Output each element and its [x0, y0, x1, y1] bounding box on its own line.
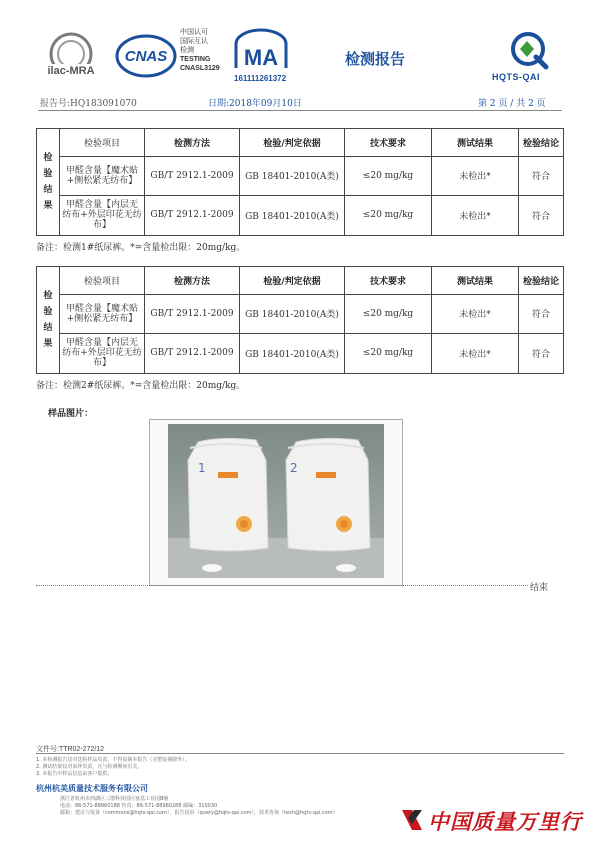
package-1-number: 1 [198, 461, 206, 475]
watermark-text: 中国质量万里行 [428, 810, 582, 834]
cell-requirement: ≤20 mg/kg [345, 333, 432, 373]
results-table-1 [36, 128, 564, 236]
page-indicator: 第 2 页 / 共 2 页 [478, 99, 546, 109]
col-header-result: 测试结果 [432, 129, 519, 157]
cnas-line: 检测 [180, 46, 194, 54]
col-header-method: 检测方法 [145, 129, 240, 157]
svg-text:ilac-MRA: ilac-MRA [47, 65, 95, 77]
svg-text:CNAS: CNAS [124, 48, 168, 65]
cell-conclusion: 符合 [519, 333, 564, 373]
cell-method: GB/T 2912.1-2009 [145, 333, 240, 373]
col-header-basis: 检验/判定依据 [240, 267, 345, 295]
cnas-line: 中国认可 [180, 28, 208, 36]
cnas-line: 国际互认 [180, 37, 208, 45]
cnas-line: TESTING [180, 56, 211, 63]
cell-basis: GB 18401-2010(A类) [240, 157, 345, 195]
col-header-conclusion: 检验结论 [519, 129, 564, 157]
cell-requirement: ≤20 mg/kg [345, 195, 432, 235]
table-2-note: 备注：检测2#纸尿裤。*=含量检出限：20mg/kg。 [36, 381, 246, 391]
cell-conclusion: 符合 [519, 195, 564, 235]
col-header-basis: 检验/判定依据 [240, 129, 345, 157]
company-name: 杭州杭美质量技术服务有限公司 [36, 784, 148, 793]
table-row [37, 333, 564, 373]
results-table-2 [36, 266, 564, 374]
side-label: 检 验 结 果 [37, 267, 60, 374]
report-number: 报告号:HQ183091070 [40, 99, 137, 109]
col-header-item: 检验项目 [60, 267, 145, 295]
footer-note: 3. 本报告中样品信息由客户提供。 [36, 771, 113, 777]
report-title: 检测报告 [345, 50, 406, 68]
footer-divider [36, 753, 564, 754]
col-header-method: 检测方法 [145, 267, 240, 295]
cell-result: 未检出* [432, 333, 519, 373]
sample-photo [149, 419, 403, 586]
cnas-line: CNASL3129 [180, 65, 220, 72]
cell-basis: GB 18401-2010(A类) [240, 295, 345, 333]
cell-result: 未检出* [432, 195, 519, 235]
col-header-conclusion: 检验结论 [519, 267, 564, 295]
col-header-item: 检验项目 [60, 129, 145, 157]
table-header-row [37, 129, 564, 157]
end-divider [36, 585, 528, 587]
ma-number: 161111261372 [234, 74, 287, 83]
cell-item: 甲醛含量【内层无纺布+外层印花无纺布】 [60, 333, 145, 373]
company-contact: 电话：86-571-88960188 传真：86-571-88960288 邮编：310030 [60, 803, 218, 809]
ilac-mra-logo [40, 30, 102, 82]
col-header-requirement: 技术要求 [345, 129, 432, 157]
cell-method: GB/T 2912.1-2009 [145, 295, 240, 333]
table-row [37, 157, 564, 195]
cell-requirement: ≤20 mg/kg [345, 157, 432, 195]
col-header-requirement: 技术要求 [345, 267, 432, 295]
end-mark: 结束 [530, 583, 549, 593]
cell-requirement: ≤20 mg/kg [345, 295, 432, 333]
cell-basis: GB 18401-2010(A类) [240, 195, 345, 235]
cell-item: 甲醛含量【魔术贴+侧松紧无纺布】 [60, 295, 145, 333]
svg-text:MA: MA [243, 45, 279, 70]
table-row [37, 195, 564, 235]
cnas-accreditation-text [180, 28, 220, 73]
cell-item: 甲醛含量【内层无纺布+外层印花无纺布】 [60, 195, 145, 235]
cell-method: GB/T 2912.1-2009 [145, 195, 240, 235]
document-number: 文件号:TTR02-272/12 [36, 746, 105, 753]
report-date: 日期:2018年09月10日 [208, 99, 302, 109]
col-header-result: 测试结果 [432, 267, 519, 295]
ma-logo [232, 28, 290, 72]
hqts-logo [500, 30, 556, 72]
company-address: 浙江省杭州市西湖区三墩科技园区塞基工业园B幢 [60, 796, 169, 802]
watermark-icon [398, 806, 426, 834]
cell-conclusion: 符合 [519, 157, 564, 195]
side-label: 检 验 结 果 [37, 129, 60, 236]
footer-note: 1. 本检测报告仅对送检样品负责，不得复制本报告（完整复制除外）。 [36, 757, 190, 763]
cell-method: GB/T 2912.1-2009 [145, 157, 240, 195]
table-row [37, 295, 564, 333]
header-divider [38, 110, 562, 111]
table-header-row [37, 267, 564, 295]
cell-basis: GB 18401-2010(A类) [240, 333, 345, 373]
footer-note: 2. 测试结果仅对来样负责，且与检测期间有关。 [36, 764, 143, 770]
hqts-label: HQTS-QAI [492, 72, 540, 82]
cnas-logo [115, 30, 177, 82]
sample-photo-label: 样品图片： [48, 409, 94, 419]
cell-conclusion: 符合 [519, 295, 564, 333]
table-1-note: 备注：检测1#纸尿裤。*=含量检出限：20mg/kg。 [36, 243, 246, 253]
cell-result: 未检出* [432, 157, 519, 195]
company-email: 邮箱：建议与投诉（commons@hqts-qai.com），报告投诉（query@hqts-qai.com），技术咨询（tech@hqts-qai.com） [60, 810, 338, 816]
sample-photo-image [150, 420, 402, 585]
cell-result: 未检出* [432, 295, 519, 333]
package-2-number: 2 [290, 461, 298, 475]
cell-item: 甲醛含量【魔术贴+侧松紧无纺布】 [60, 157, 145, 195]
